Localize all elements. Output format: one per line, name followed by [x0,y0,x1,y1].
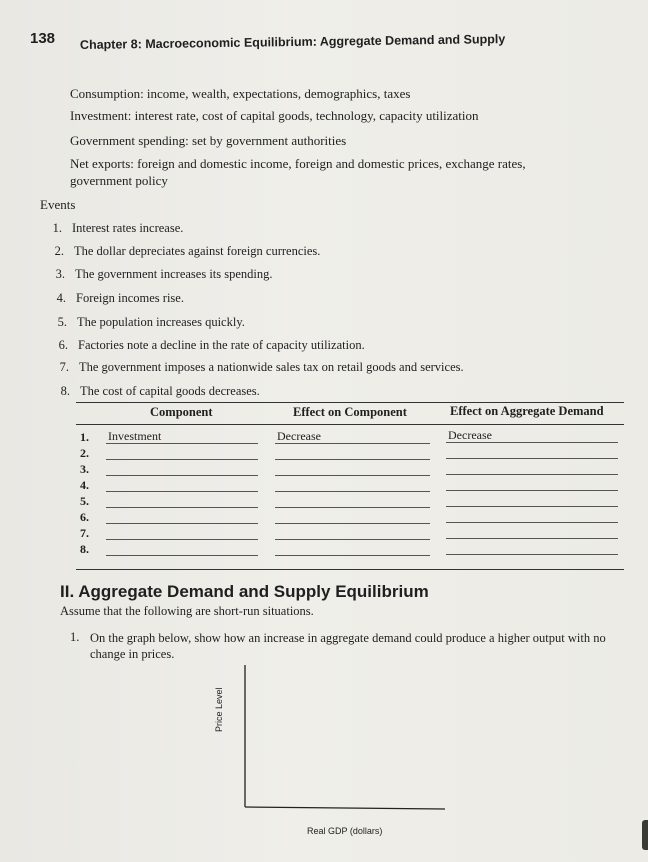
table-row-number: 2. [80,446,89,460]
page-number: 138 [30,30,56,47]
table-top-rule [76,402,624,403]
answer-line[interactable] [446,554,618,555]
answer-line[interactable] [275,507,430,508]
answer-line[interactable] [106,491,258,492]
answer-line[interactable] [275,523,430,524]
event-number: 4. [56,291,66,305]
table-row-number: 5. [80,494,89,508]
y-axis-label: Price Level [214,687,224,732]
table-row-number: 6. [80,510,89,524]
table-header-effect-component: Effect on Component [293,405,407,419]
event-number: 3. [55,267,65,281]
answer-line[interactable] [446,442,618,443]
answer-line[interactable] [106,555,258,556]
answer-line[interactable] [446,490,618,491]
answer-line[interactable] [446,538,618,539]
answer-line[interactable] [106,443,258,444]
event-text: The government imposes a nationwide sales tax on retail goods and services. [79,360,464,374]
event-number: 2. [54,244,64,258]
answer-line[interactable] [275,475,430,476]
answer-line[interactable] [106,523,258,524]
event-text: The population increases quickly. [77,315,245,329]
determinant-government: Government spending: set by government authorities [70,133,347,148]
events-heading: Events [40,197,76,212]
event-number: 8. [60,384,70,398]
table-row-number: 8. [80,542,89,556]
answer-line[interactable] [275,555,430,556]
event-text: Interest rates increase. [72,221,184,235]
blank-ad-as-graph[interactable] [200,660,460,850]
answer-line[interactable] [446,458,618,459]
determinant-net-exports-cont: government policy [70,173,168,188]
table-row-number: 3. [80,462,89,476]
event-text: The dollar depreciates against foreign currencies. [74,244,321,258]
determinant-net-exports: Net exports: foreign and domestic income, foreign and domestic prices, exchange rates, [70,156,526,171]
event-text: The government increases its spending. [75,267,273,281]
answer-line[interactable] [275,491,430,492]
event-number: 5. [57,315,67,329]
table-header-component: Component [150,405,213,419]
event-text: Foreign incomes rise. [76,291,184,305]
answer-line[interactable] [106,507,258,508]
table-row-number: 7. [80,526,89,540]
answer-line[interactable] [446,522,618,523]
event-number: 7. [59,360,69,374]
x-axis [245,807,445,809]
event-number: 6. [58,338,68,352]
section-assumption: Assume that the following are short-run situations. [60,604,314,618]
determinant-consumption: Consumption: income, wealth, expectations, demographics, taxes [70,86,411,101]
answer-line[interactable] [446,506,618,507]
answer-line[interactable] [106,539,258,540]
table-header-effect-ad: Effect on Aggregate Demand [450,404,604,418]
table-row-number: 4. [80,478,89,492]
table-header-rule [76,424,624,425]
page-edge-shadow [642,820,648,850]
event-text: Factories note a decline in the rate of capacity utilization. [78,338,365,352]
answer-line[interactable] [275,539,430,540]
table-cell-effect-ad[interactable]: Decrease [448,428,492,442]
table-bottom-rule [76,569,624,570]
x-axis-label: Real GDP (dollars) [307,826,383,836]
table-cell-component[interactable]: Investment [108,429,162,443]
section-title: II. Aggregate Demand and Supply Equilibrium [60,582,429,601]
table-row-number: 1. [80,430,89,444]
event-number: 1. [52,221,62,235]
determinant-investment: Investment: interest rate, cost of capital goods, technology, capacity utilization [70,108,479,123]
answer-line[interactable] [106,459,258,460]
answer-line[interactable] [275,443,430,444]
answer-line[interactable] [275,459,430,460]
event-text: The cost of capital goods decreases. [80,384,260,398]
chapter-title: Chapter 8: Macroeconomic Equilibrium: Aggregate Demand and Supply [79,32,506,52]
table-cell-effect-component[interactable]: Decrease [277,429,321,443]
question-number: 1. [70,630,80,644]
answer-line[interactable] [446,474,618,475]
question-text: On the graph below, show how an increase in aggregate demand could produce a higher output with no change in prices. [90,631,606,661]
answer-line[interactable] [106,475,258,476]
